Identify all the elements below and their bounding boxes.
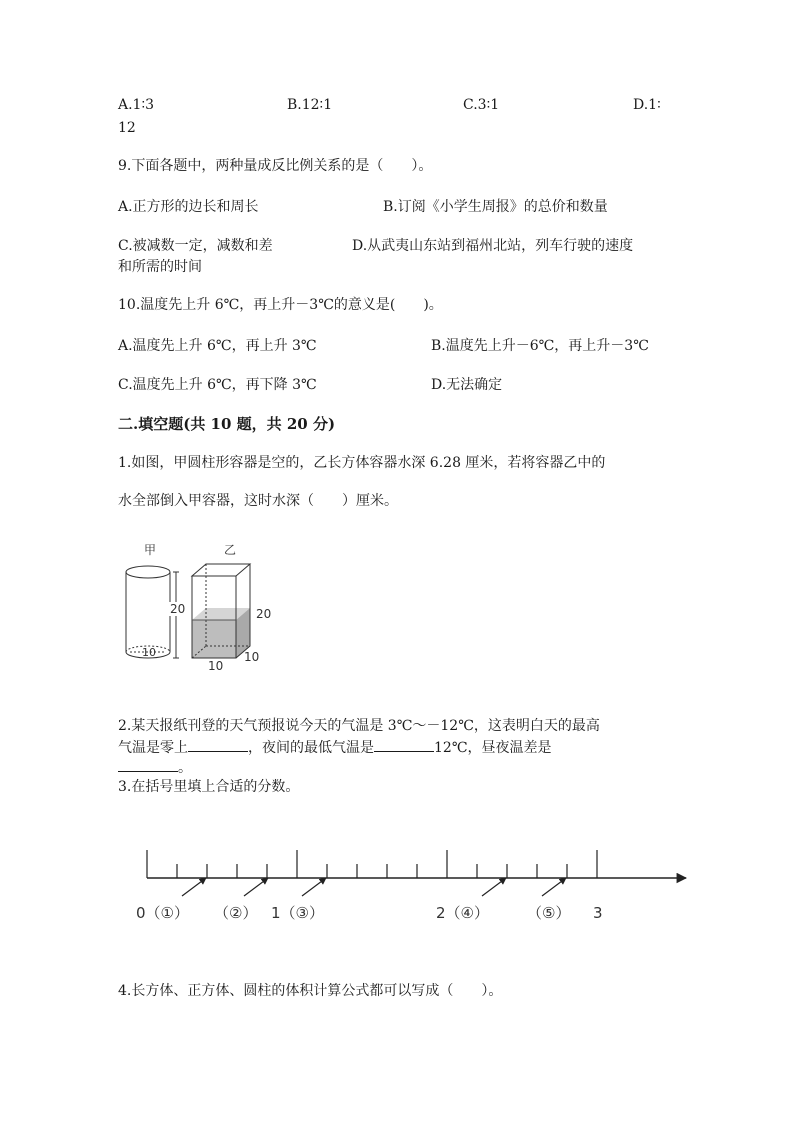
f2-text-3: 12℃，昼夜温差是	[434, 740, 552, 756]
q8-option-c: C.3∶1	[463, 97, 500, 113]
label-three: 3	[593, 904, 603, 922]
number-line	[130, 840, 700, 930]
f2-line2	[118, 737, 551, 758]
answer-blank-low[interactable]	[374, 737, 434, 752]
f2-text-1: 气温是零上	[118, 740, 188, 756]
q10-option-d: D.无法确定	[431, 377, 503, 393]
f1-line2: 水全部倒入甲容器，这时水深（ ）厘米。	[118, 493, 398, 509]
q8-option-d-continued: 12	[118, 120, 136, 136]
q8-option-a: A.1∶3	[118, 97, 155, 113]
q10-stem: 10.温度先上升 6℃，再上升－3℃的意义是( )。	[118, 297, 443, 313]
f2-line3	[118, 757, 192, 778]
q9-option-d: D.从武夷山东站到福州北站，列车行驶的速度	[352, 238, 634, 254]
pointer-arrow-1	[182, 878, 206, 896]
ticks	[147, 850, 597, 878]
cylinder-height-label: 20	[170, 602, 186, 616]
q9-option-c: C.被减数一定，减数和差	[118, 238, 273, 254]
label-zero: 0（①）	[136, 904, 189, 922]
pointer-arrow-5	[542, 878, 566, 896]
f1-line1: 1.如图，甲圆柱形容器是空的，乙长方体容器水深 6.28 厘米，若将容器乙中的	[118, 455, 606, 471]
box-top	[192, 564, 250, 576]
f4-stem: 4.长方体、正方体、圆柱的体积计算公式都可以写成（ ）。	[118, 983, 503, 999]
q10-option-b: B.温度先上升－6℃，再上升－3℃	[431, 338, 649, 354]
label-jia: 甲	[144, 543, 157, 557]
q10-option-c: C.温度先上升 6℃，再下降 3℃	[118, 377, 317, 393]
q9-option-d-continued: 和所需的时间	[118, 259, 202, 275]
cylinder-diameter-label: 10	[142, 646, 156, 659]
q9-option-b: B.订阅《小学生周报》的总价和数量	[383, 199, 608, 215]
label-2: （②）	[214, 904, 258, 922]
f2-line1: 2.某天报纸刊登的天气预报说今天的气温是 3℃～－12℃，这表明白天的最高	[118, 718, 600, 734]
label-5: （⑤）	[527, 904, 571, 922]
q9-stem: 9.下面各题中，两种量成反比例关系的是（ ）。	[118, 158, 433, 174]
f3-stem: 3.在括号里填上合适的分数。	[118, 779, 300, 795]
pointers	[182, 878, 566, 896]
pointer-arrow-2	[244, 878, 268, 896]
q8-option-d: D.1∶	[633, 97, 661, 113]
f2-text-2: ，夜间的最低气温是	[248, 740, 374, 756]
pointer-arrow-4	[482, 878, 506, 896]
q10-option-a: A.温度先上升 6℃，再上升 3℃	[118, 338, 317, 354]
pointer-arrow-3	[302, 878, 326, 896]
label-one: 1（③）	[271, 904, 324, 922]
label-yi: 乙	[224, 543, 237, 557]
q8-option-b: B.12∶1	[287, 97, 333, 113]
label-two: 2（④）	[436, 904, 489, 922]
cylinder-top	[126, 566, 170, 578]
containers-figure	[118, 540, 288, 672]
box-width-label: 10	[208, 659, 224, 672]
answer-blank-high[interactable]	[188, 737, 248, 752]
f2-text-end: 。	[178, 760, 192, 776]
section-title: 二.填空题(共 10 题，共 20 分)	[118, 415, 336, 433]
box-depth-label: 10	[244, 650, 260, 664]
q9-option-a: A.正方形的边长和周长	[118, 199, 259, 215]
box-height-label: 20	[256, 607, 272, 621]
answer-blank-diff[interactable]	[118, 757, 178, 772]
